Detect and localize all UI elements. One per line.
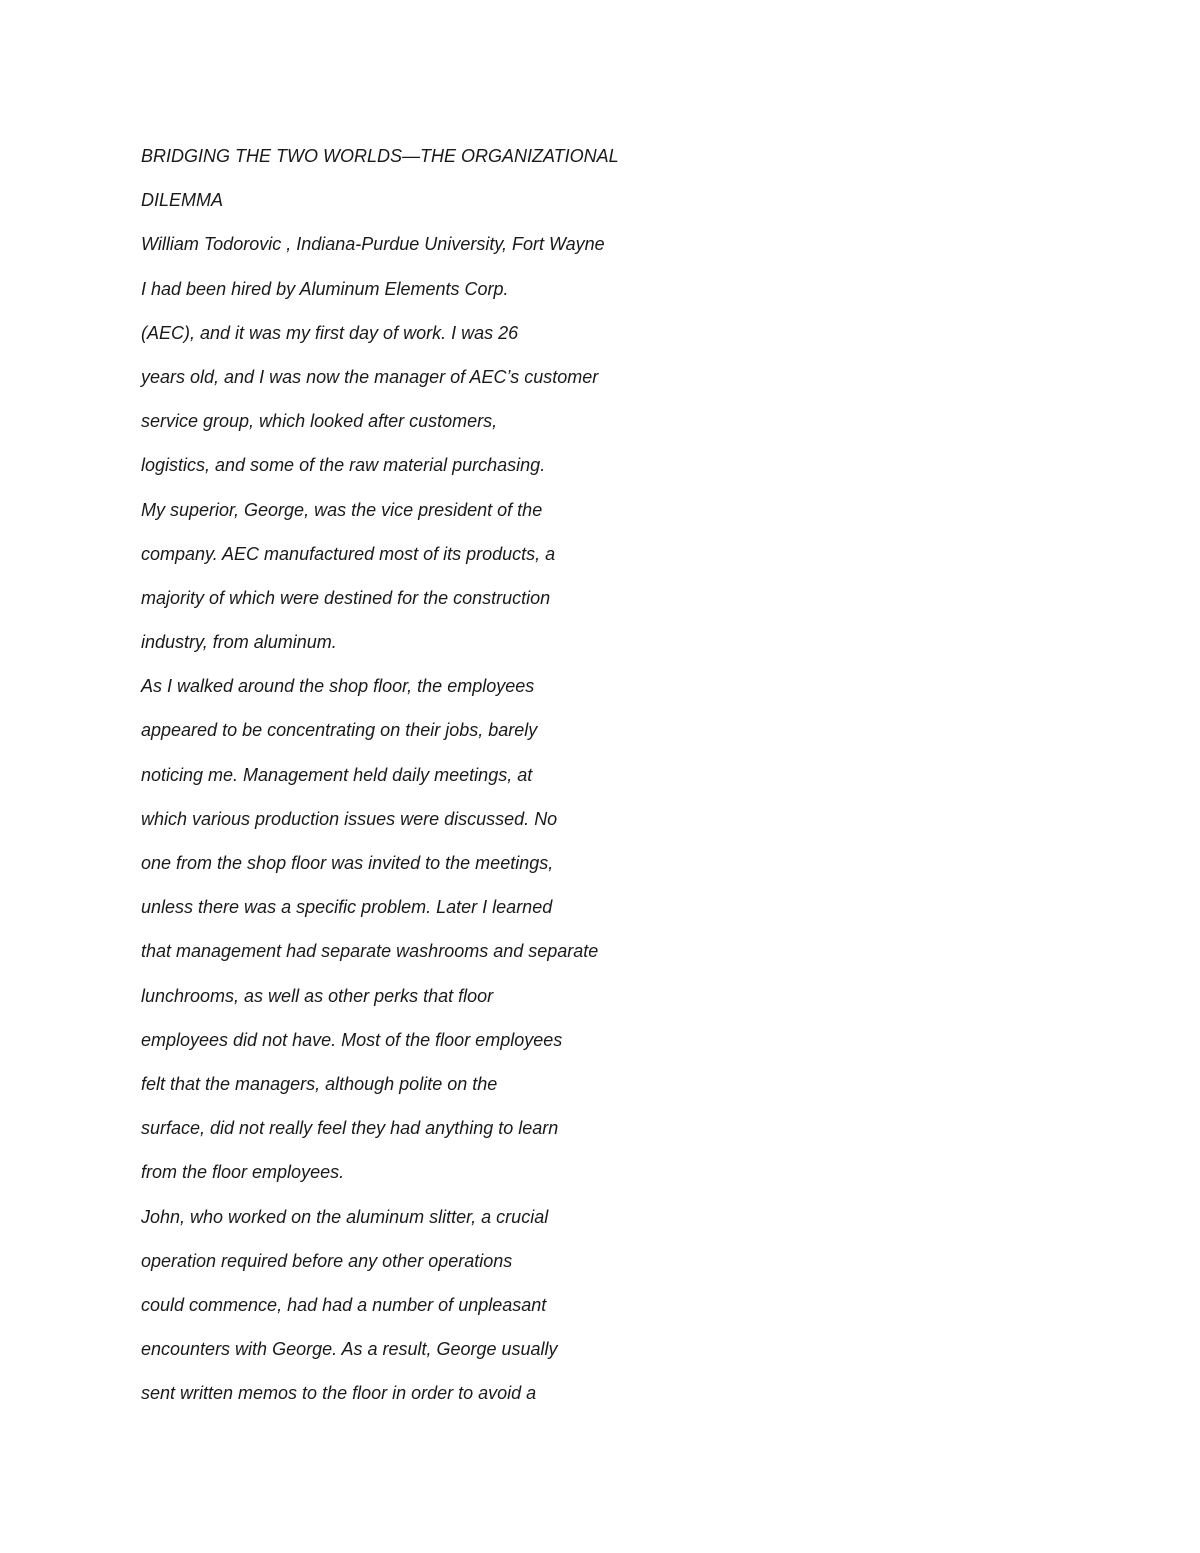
text-line: lunchrooms, as well as other perks that floor — [141, 985, 494, 1006]
text-line: As I walked around the shop floor, the employees — [141, 676, 535, 697]
title-line-1: BRIDGING THE TWO WORLDS—THE ORGANIZATIONAL — [141, 146, 619, 166]
author-line: William Todorovic , Indiana-Purdue University, Fort Wayne — [141, 234, 605, 255]
text-line: majority of which were destined for the construction — [141, 587, 551, 608]
text-line: company. AEC manufactured most of its products, a — [141, 543, 556, 564]
text-line: industry, from aluminum. — [141, 632, 337, 653]
text-line: could commence, had had a number of unpleasant — [141, 1294, 547, 1315]
title-line-2: DILEMMA — [141, 190, 224, 211]
text-line: sent written memos to the floor in order to avoid a — [141, 1383, 537, 1404]
text-line: unless there was a specific problem. Later I learned — [141, 897, 553, 918]
text-line: logistics, and some of the raw material purchasing. — [141, 455, 546, 476]
text-line: surface, did not really feel they had anything to learn — [141, 1118, 559, 1139]
text-line: one from the shop floor was invited to the meetings, — [141, 853, 554, 873]
document-body — [141, 140, 701, 1421]
text-line: (AEC), and it was my first day of work. I was 26 — [141, 322, 519, 343]
text-line: which various production issues were discussed. No — [141, 808, 558, 829]
text-line: appeared to be concentrating on their jobs, barely — [141, 720, 538, 741]
text-line: operation required before any other operations — [141, 1250, 513, 1271]
text-line: service group, which looked after customers, — [141, 411, 498, 432]
text-line: John, who worked on the aluminum slitter, a crucial — [141, 1206, 549, 1227]
text-line: years old, and I was now the manager of AEC’s customer — [141, 366, 599, 387]
text-line: that management had separate washrooms and separate — [141, 941, 599, 962]
text-line: encounters with George. As a result, George usually — [141, 1339, 558, 1360]
text-line: employees did not have. Most of the floor employees — [141, 1029, 563, 1050]
text-line: from the floor employees. — [141, 1162, 345, 1183]
text-line: noticing me. Management held daily meetings, at — [141, 764, 533, 785]
text-line: I had been hired by Aluminum Elements Corp. — [141, 278, 509, 299]
text-line: felt that the managers, although polite on the — [141, 1073, 498, 1094]
text-line: My superior, George, was the vice president of the — [141, 499, 543, 520]
